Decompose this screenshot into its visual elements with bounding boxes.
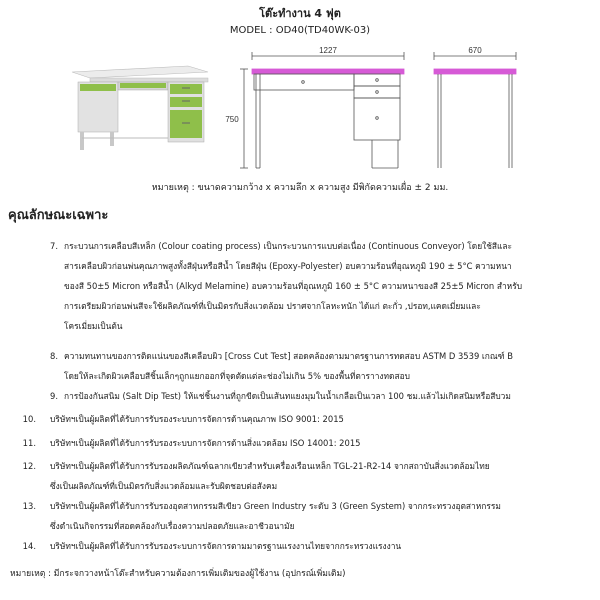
spec-item-number: 7. xyxy=(50,241,58,251)
page-title: โต๊ะทำงาน 4 ฟุต xyxy=(259,7,341,20)
spec-item-number: 9. xyxy=(50,391,58,401)
depth-label: 670 xyxy=(468,46,482,55)
front-elevation-drawing xyxy=(240,52,404,168)
spec-item-number: 12. xyxy=(22,461,36,471)
spec-item-line: ความทนทานของการติดแน่นของสีเคลือบผิว [Cross Cut Test] สอดคล้องตามมาตรฐานการทดสอบ ASTM D 3539 เกณฑ์ B xyxy=(64,351,514,361)
spec-item-number: 14. xyxy=(22,541,36,551)
spec-item-line: บริษัทฯเป็นผู้ผลิตที่ได้รับการรับรองระบบการจัดการด้านสิ่งแวดล้อม ISO 14001: 2015 xyxy=(50,438,361,448)
width-label: 1227 xyxy=(319,46,337,55)
desk-photo xyxy=(72,66,208,150)
side-elevation-drawing xyxy=(434,52,516,168)
product-figure xyxy=(0,40,600,180)
section-heading: คุณลักษณะเฉพาะ xyxy=(8,208,109,223)
spec-item-line: การเตรียมผิวก่อนพ่นสีจะใช้ผลิตภัณฑ์ที่เป็นมิตรกับสิ่งแวดล้อม ปราศจากโลหะหนัก ได้แก่ ตะกั่ว ,ปรอท,แคดเมี่ยมและ xyxy=(64,301,481,311)
spec-item-line: ซึ่งเป็นผลิตภัณฑ์ที่เป็นมิตรกับสิ่งแวดล้อมและรับผิดชอบต่อสังคม xyxy=(50,481,278,491)
height-label: 750 xyxy=(225,115,239,124)
model-number: MODEL : OD40(TD40WK-03) xyxy=(229,25,371,36)
spec-item-line: ซึ่งดำเนินกิจกรรมที่สอดคล้องกับเรื่องความปลอดภัยและอาชีวอนามัย xyxy=(50,521,295,531)
spec-item-line: โดยให้ละเกิดผิวเคลือบสีชิ้นเล็กๆถูกแยกออกที่จุดตัดแต่ละช่องไม่เกิน 5% ของพื้นที่ตาราางทดสอบ xyxy=(64,371,410,381)
spec-item-line: บริษัทฯเป็นผู้ผลิตที่ได้รับการรับรองอุตสาหกรรมสีเขียว Green Industry ระดับ 3 (Green System) จากกระทรวงอุตสาหกรรม xyxy=(50,501,501,511)
spec-item-number: 13. xyxy=(22,501,36,511)
spec-item-line: ของสี 50±5 Micron หรือสีน้ำ (Alkyd Melamine) อบความร้อนที่อุณหภูมิ 160 ± 5°C ความหนาของสี 25±5 Micron สำหรับ xyxy=(64,281,523,291)
dimension-note: หมายเหตุ : ขนาดความกว้าง x ความลึก x ความสูง มีพิกัดความเผื่อ ± 2 มม. xyxy=(151,183,449,193)
spec-item-line: บริษัทฯเป็นผู้ผลิตที่ได้รับการรับรองระบบการจัดการตามมาตรฐานแรงงานไทยจากกระทรวงแรงงาน xyxy=(50,541,402,551)
footer-note: หมายเหตุ : มีกระจกวางหน้าโต๊ะสำหรับความต้องการเพิ่มเติมของผู้ใช้งาน (อุปกรณ์เพิ่มเติม) xyxy=(10,569,346,579)
spec-item-line: สารเคลือบผิวก่อนพ่นคุณภาพสูงทั้งสีฝุ่นหรือสีน้ำ โดยสีฝุ่น (Epoxy-Polyester) อบความร้อนที่อุณหภูมิ 190 ± 5°C ความหนา xyxy=(64,261,512,271)
spec-item-number: 10. xyxy=(22,414,36,424)
spec-item-number: 11. xyxy=(22,438,36,448)
spec-item-line: การป้องกันสนิม (Salt Dip Test) ให้แช่ชิ้นงานที่ถูกขีดเป็นเส้นทแยงมุมในน้ำเกลือเป็นเวลา 100 ชม.แล้วไม่เกิดสนิมหรือสีบวม xyxy=(64,391,511,401)
spec-item-line: บริษัทฯเป็นผู้ผลิตที่ได้รับการรับรองผลิตภัณฑ์ฉลากเขียวสำหรับเครื่องเรือนเหล็ก TGL-21-R2-14 จากสถาบันสิ่งแวดล้อมไทย xyxy=(50,461,490,471)
spec-item-line: กระบวนการเคลือบสีเหล็ก (Colour coating process) เป็นกระบวนการแบบต่อเนื่อง (Continuous Conveyor) โดยใช้สีและ xyxy=(64,241,513,251)
spec-item-line: โครเมี่ยมเป็นต้น xyxy=(64,321,123,331)
spec-item-number: 8. xyxy=(50,351,58,361)
spec-item-line: บริษัทฯเป็นผู้ผลิตที่ได้รับการรับรองระบบการจัดการด้านคุณภาพ ISO 9001: 2015 xyxy=(50,414,344,424)
